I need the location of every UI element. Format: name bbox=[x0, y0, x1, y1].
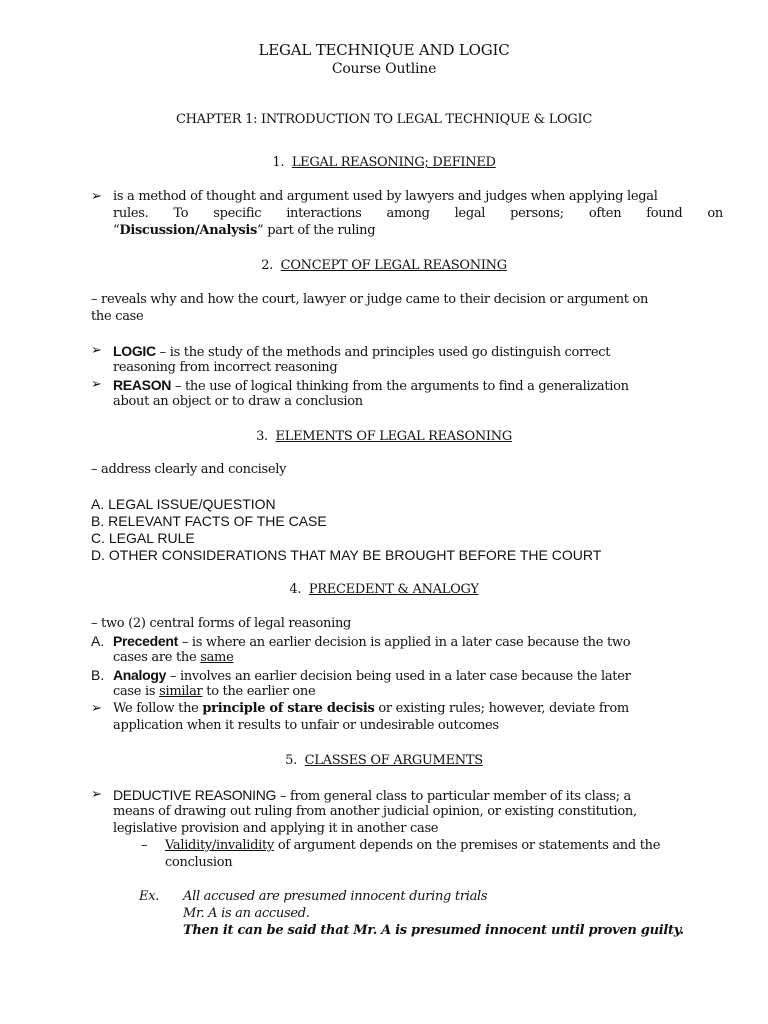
section-4-title: PRECEDENT & ANALOGY bbox=[308, 582, 479, 597]
analogy-line-2-pre: case is bbox=[113, 684, 160, 699]
section-1-title: LEGAL REASONING; DEFINED bbox=[291, 155, 496, 170]
logic-line-1 bbox=[113, 343, 610, 360]
arrow-bullet-icon: ➢ bbox=[91, 787, 102, 802]
reason-line-2: about an object or to draw a conclusion bbox=[113, 394, 363, 409]
precedent-line-2-text: cases are the bbox=[113, 650, 201, 665]
deductive-line-3: legislative provision and applying it in another case bbox=[113, 821, 439, 836]
stare-decisis-pre: We follow the bbox=[113, 701, 203, 716]
element-item-c: C. LEGAL RULE bbox=[91, 530, 195, 546]
precedent-line-1 bbox=[113, 633, 630, 650]
example-label: Ex. bbox=[139, 889, 160, 904]
s4-intro: – two (2) central forms of legal reasoning bbox=[91, 616, 352, 631]
deductive-definition: – from general class to particular member of its class; a bbox=[276, 789, 632, 804]
analogy-line-2-post: to the earlier one bbox=[202, 684, 316, 699]
s1-line-3-rest: ” part of the ruling bbox=[257, 223, 376, 238]
reason-term: REASON bbox=[113, 377, 172, 393]
element-item-d: D. OTHER CONSIDERATIONS THAT MAY BE BROUGHT BEFORE THE COURT bbox=[91, 547, 602, 563]
section-4-number: 4. bbox=[289, 582, 302, 597]
section-3-title: ELEMENTS OF LEGAL REASONING bbox=[275, 429, 512, 444]
section-2-heading bbox=[0, 258, 768, 273]
discussion-analysis-term: Discussion/Analysis bbox=[119, 223, 258, 238]
arrow-bullet-icon: ➢ bbox=[91, 701, 102, 716]
reason-definition: – the use of logical thinking from the arguments to find a generalization bbox=[171, 379, 629, 394]
section-2-title: CONCEPT OF LEGAL REASONING bbox=[280, 258, 507, 273]
example-conclusion: Then it can be said that Mr. A is presumed innocent until proven guilty. bbox=[183, 923, 684, 938]
deductive-line-2: means of drawing out ruling from another judicial opinion, or existing constitution, bbox=[113, 804, 637, 819]
section-3-heading bbox=[0, 429, 768, 444]
validity-line-1 bbox=[165, 838, 660, 853]
arrow-bullet-icon: ➢ bbox=[91, 377, 102, 392]
stare-decisis-line-2: application when it results to unfair or undesirable outcomes bbox=[113, 718, 499, 733]
precedent-label: A. bbox=[91, 633, 105, 649]
chapter-heading: CHAPTER 1: INTRODUCTION TO LEGAL TECHNIQUE & LOGIC bbox=[176, 112, 592, 127]
analogy-line-1 bbox=[113, 667, 631, 684]
same-word: same bbox=[200, 650, 234, 665]
section-5-heading bbox=[0, 753, 768, 768]
element-item-a: A. LEGAL ISSUE/QUESTION bbox=[91, 496, 276, 512]
s1-bullet-line-3 bbox=[113, 223, 375, 238]
s2-intro-line-2: the case bbox=[91, 309, 144, 324]
reason-line-1 bbox=[113, 377, 629, 394]
element-item-b: B. RELEVANT FACTS OF THE CASE bbox=[91, 513, 327, 529]
deductive-line-1 bbox=[113, 787, 631, 804]
logic-line-2: reasoning from incorrect reasoning bbox=[113, 360, 338, 375]
stare-decisis-post: or existing rules; however, deviate from bbox=[374, 701, 629, 716]
section-5-title: CLASSES OF ARGUMENTS bbox=[304, 753, 483, 768]
s3-intro: – address clearly and concisely bbox=[91, 462, 287, 477]
arrow-bullet-icon: ➢ bbox=[91, 343, 102, 358]
s2-intro-line-1: – reveals why and how the court, lawyer or judge came to their decision or argument on bbox=[91, 292, 649, 307]
section-1-heading bbox=[0, 155, 768, 170]
precedent-line-2 bbox=[113, 650, 233, 665]
section-3-number: 3. bbox=[256, 429, 268, 444]
stare-decisis-line-1 bbox=[113, 701, 629, 716]
section-2-number: 2. bbox=[261, 258, 273, 273]
section-4-heading bbox=[0, 582, 768, 597]
open-quote: “ bbox=[113, 223, 120, 238]
validity-term: Validity/invalidity bbox=[165, 838, 274, 853]
analogy-term: Analogy bbox=[113, 667, 167, 683]
stare-decisis-term: principle of stare decisis bbox=[202, 701, 375, 716]
document-title: LEGAL TECHNIQUE AND LOGIC bbox=[258, 41, 510, 59]
s1-bullet-line-1: is a method of thought and argument used by lawyers and judges when applying legal bbox=[113, 189, 658, 204]
analogy-label: B. bbox=[91, 667, 105, 683]
dash-bullet: – bbox=[141, 838, 148, 853]
deductive-term: DEDUCTIVE REASONING bbox=[113, 787, 277, 803]
example-line-1: All accused are presumed innocent during trials bbox=[183, 889, 488, 904]
logic-definition: – is the study of the methods and principles used go distinguish correct bbox=[155, 345, 611, 360]
analogy-line-2 bbox=[113, 684, 315, 699]
analogy-definition: – involves an earlier decision being used in a later case because the later bbox=[166, 669, 631, 684]
validity-definition: of argument depends on the premises or statements and the bbox=[273, 838, 661, 853]
precedent-term: Precedent bbox=[113, 633, 178, 649]
arrow-bullet-icon: ➢ bbox=[91, 189, 102, 204]
section-1-number: 1. bbox=[272, 155, 285, 170]
s1-bullet-line-2: rules. To specific interactions among legal persons; often found on bbox=[113, 206, 723, 221]
similar-word: similar bbox=[159, 684, 203, 699]
section-5-number: 5. bbox=[285, 753, 297, 768]
example-line-2: Mr. A is an accused. bbox=[183, 906, 310, 921]
document-subtitle: Course Outline bbox=[331, 61, 437, 77]
logic-term: LOGIC bbox=[113, 343, 156, 359]
precedent-definition: – is where an earlier decision is applied in a later case because the two bbox=[178, 635, 631, 650]
validity-line-2: conclusion bbox=[165, 855, 233, 870]
